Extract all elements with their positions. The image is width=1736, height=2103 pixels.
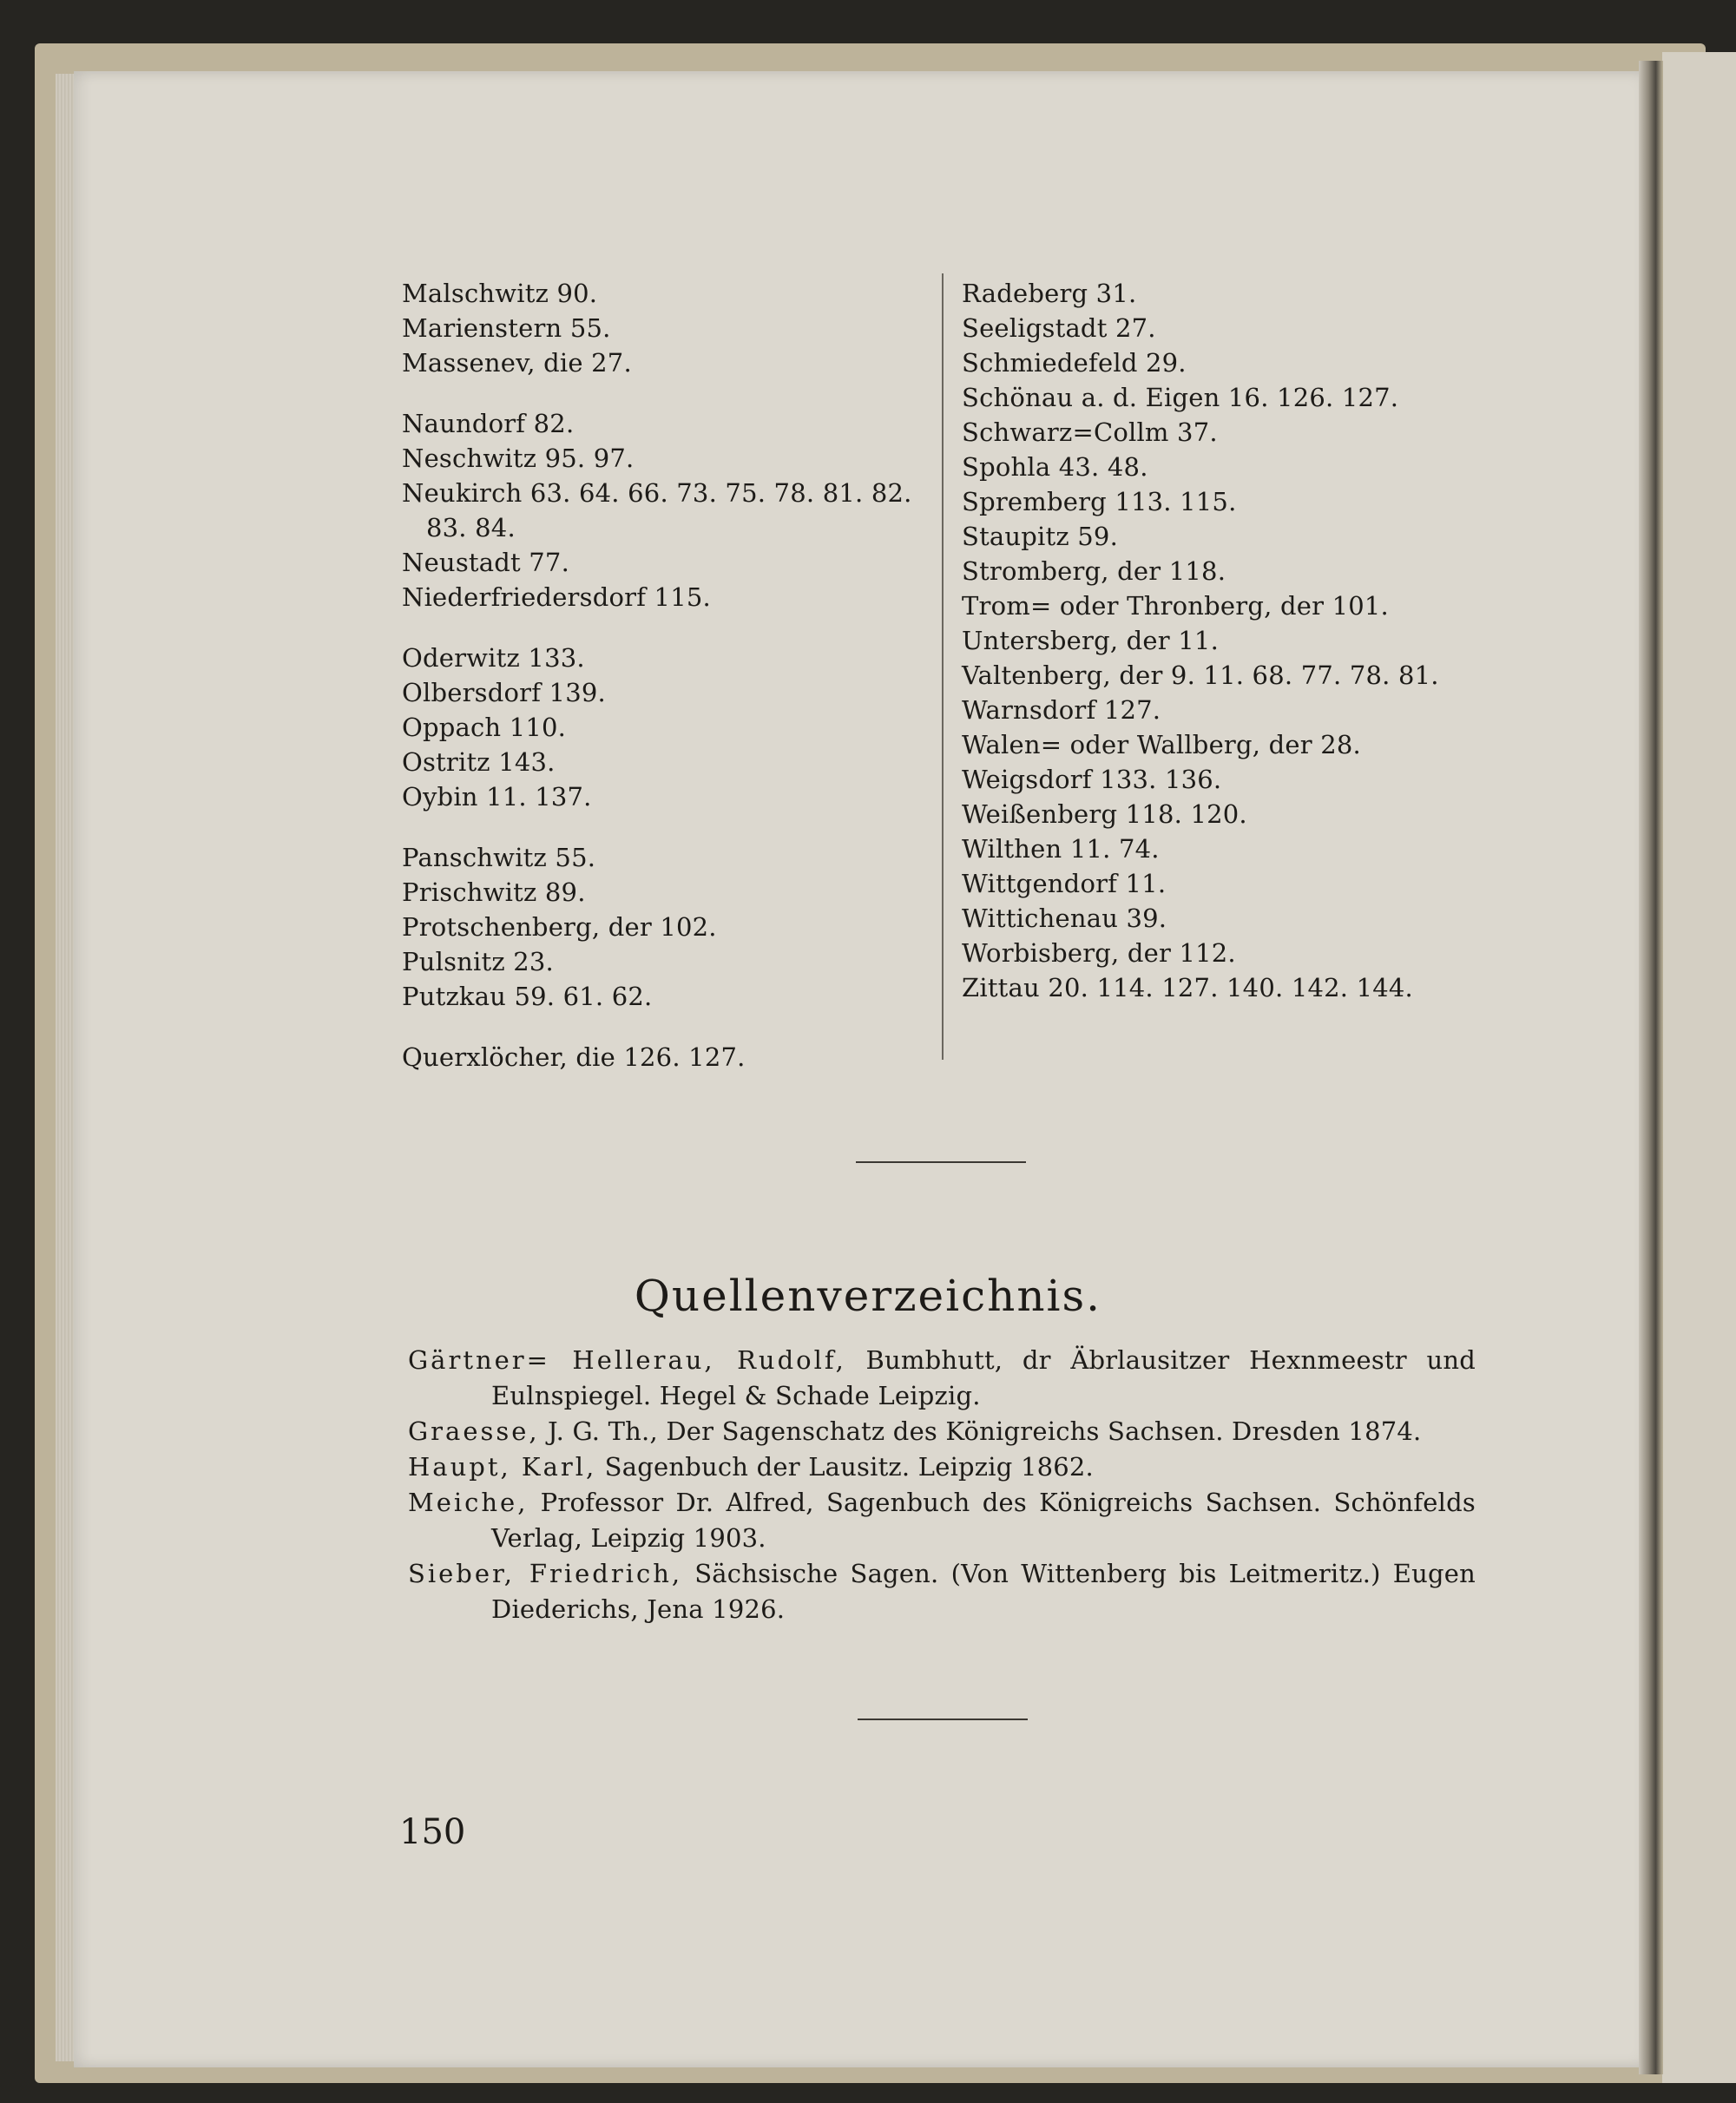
- index-entry: Weißenberg 118. 120.: [962, 799, 1247, 829]
- index-entry: Warnsdorf 127.: [962, 695, 1161, 725]
- index-entry: Walen= oder Wallberg, der 28.: [962, 730, 1361, 759]
- index-entry: Neukirch 63. 64. 66. 73. 75. 78. 81. 82.: [402, 478, 912, 508]
- index-entry: Oybin 11. 137.: [402, 782, 592, 812]
- index-entry: Oderwitz 133.: [402, 643, 585, 673]
- section-rule-top: [856, 1161, 1026, 1163]
- index-entry: Radeberg 31.: [962, 279, 1137, 308]
- source-entry: [408, 1556, 1476, 1627]
- index-entry: Prischwitz 89.: [402, 877, 586, 907]
- sources-list: [408, 1343, 1476, 1627]
- index-entry: Schwarz=Collm 37.: [962, 417, 1218, 447]
- index-entry: Spohla 43. 48.: [962, 452, 1148, 482]
- index-entry: Massenev, die 27.: [402, 348, 632, 378]
- sources-heading: Quellenverzeichnis.: [634, 1271, 1102, 1321]
- index-entry: Ostritz 143.: [402, 747, 556, 777]
- index-group-gap: [402, 614, 940, 641]
- index-entry: Neustadt 77.: [402, 548, 569, 577]
- index-entry: Querxlöcher, die 126. 127.: [402, 1042, 746, 1072]
- index-entry: Spremberg 113. 115.: [962, 487, 1237, 516]
- index-group-gap: [402, 1014, 940, 1040]
- book-gutter: [1639, 61, 1663, 2074]
- index-group-gap: [402, 380, 940, 406]
- index-entry: Wittgendorf 11.: [962, 869, 1167, 898]
- index-entry: Wittichenau 39.: [962, 904, 1167, 933]
- source-details: J. G. Th., Der Sagenschatz des Königreichs Sachsen. Dresden 1874.: [539, 1416, 1422, 1446]
- source-details: Bumbhutt, dr Äbrlausitzer Hexnmeestr und Eulnspiegel. Hegel & Schade Leipzig.: [491, 1345, 1476, 1410]
- source-author: Haupt, Karl,: [408, 1452, 597, 1482]
- index-column-left: [402, 276, 940, 1075]
- index-entry: Worbisberg, der 112.: [962, 938, 1236, 968]
- page-stack-edge: [56, 74, 75, 2061]
- index-entry: Malschwitz 90.: [402, 279, 598, 308]
- column-divider: [942, 273, 944, 1060]
- index-entry: Naundorf 82.: [402, 409, 575, 438]
- page-number: 150: [399, 1812, 466, 1852]
- source-author: Sieber, Friedrich,: [408, 1559, 683, 1588]
- index-entry: Olbersdorf 139.: [402, 678, 606, 707]
- source-entry: [408, 1414, 1476, 1449]
- source-author: Graesse,: [408, 1416, 540, 1446]
- index-entry: Schmiedefeld 29.: [962, 348, 1187, 378]
- source-entry: [408, 1343, 1476, 1414]
- index-group-gap: [402, 814, 940, 840]
- source-entry: [408, 1449, 1476, 1485]
- source-details: Sagenbuch der Lausitz. Leipzig 1862.: [596, 1452, 1094, 1482]
- index-entry: Marienstern 55.: [402, 313, 611, 343]
- source-details: Professor Dr. Alfred, Sagenbuch des Königreichs Sachsen. Schönfelds Verlag, Leipzig 1903.: [491, 1488, 1476, 1553]
- source-author: Gärtner= Hellerau, Rudolf,: [408, 1345, 846, 1375]
- index-entry: Putzkau 59. 61. 62.: [402, 982, 653, 1011]
- index-entry: Untersberg, der 11.: [962, 626, 1219, 655]
- source-entry: [408, 1485, 1476, 1556]
- index-entry: Schönau a. d. Eigen 16. 126. 127.: [962, 383, 1399, 412]
- index-entry: Neschwitz 95. 97.: [402, 444, 635, 473]
- index-column-right: [962, 276, 1500, 1005]
- facing-page-edge: [1662, 52, 1736, 2083]
- index-entry: Panschwitz 55.: [402, 843, 596, 872]
- index-entry: 83. 84.: [426, 513, 516, 542]
- index-entry: Zittau 20. 114. 127. 140. 142. 144.: [962, 973, 1413, 1002]
- index-entry: Niederfriedersdorf 115.: [402, 582, 711, 612]
- section-rule-bottom: [858, 1719, 1028, 1720]
- index-entry: Oppach 110.: [402, 713, 567, 742]
- index-entry: Weigsdorf 133. 136.: [962, 765, 1222, 794]
- index-entry: Valtenberg, der 9. 11. 68. 77. 78. 81.: [962, 660, 1439, 690]
- source-details: Sächsische Sagen. (Von Wittenberg bis Leitmeritz.) Eugen Diederichs, Jena 1926.: [491, 1559, 1476, 1624]
- index-entry: Wilthen 11. 74.: [962, 834, 1160, 864]
- index-entry: Pulsnitz 23.: [402, 947, 554, 976]
- index-entry: Staupitz 59.: [962, 522, 1118, 551]
- source-author: Meiche,: [408, 1488, 529, 1517]
- index-entry: Protschenberg, der 102.: [402, 912, 717, 942]
- index-entry: Stromberg, der 118.: [962, 556, 1226, 586]
- index-entry: Trom= oder Thronberg, der 101.: [962, 591, 1389, 621]
- index-entry: Seeligstadt 27.: [962, 313, 1156, 343]
